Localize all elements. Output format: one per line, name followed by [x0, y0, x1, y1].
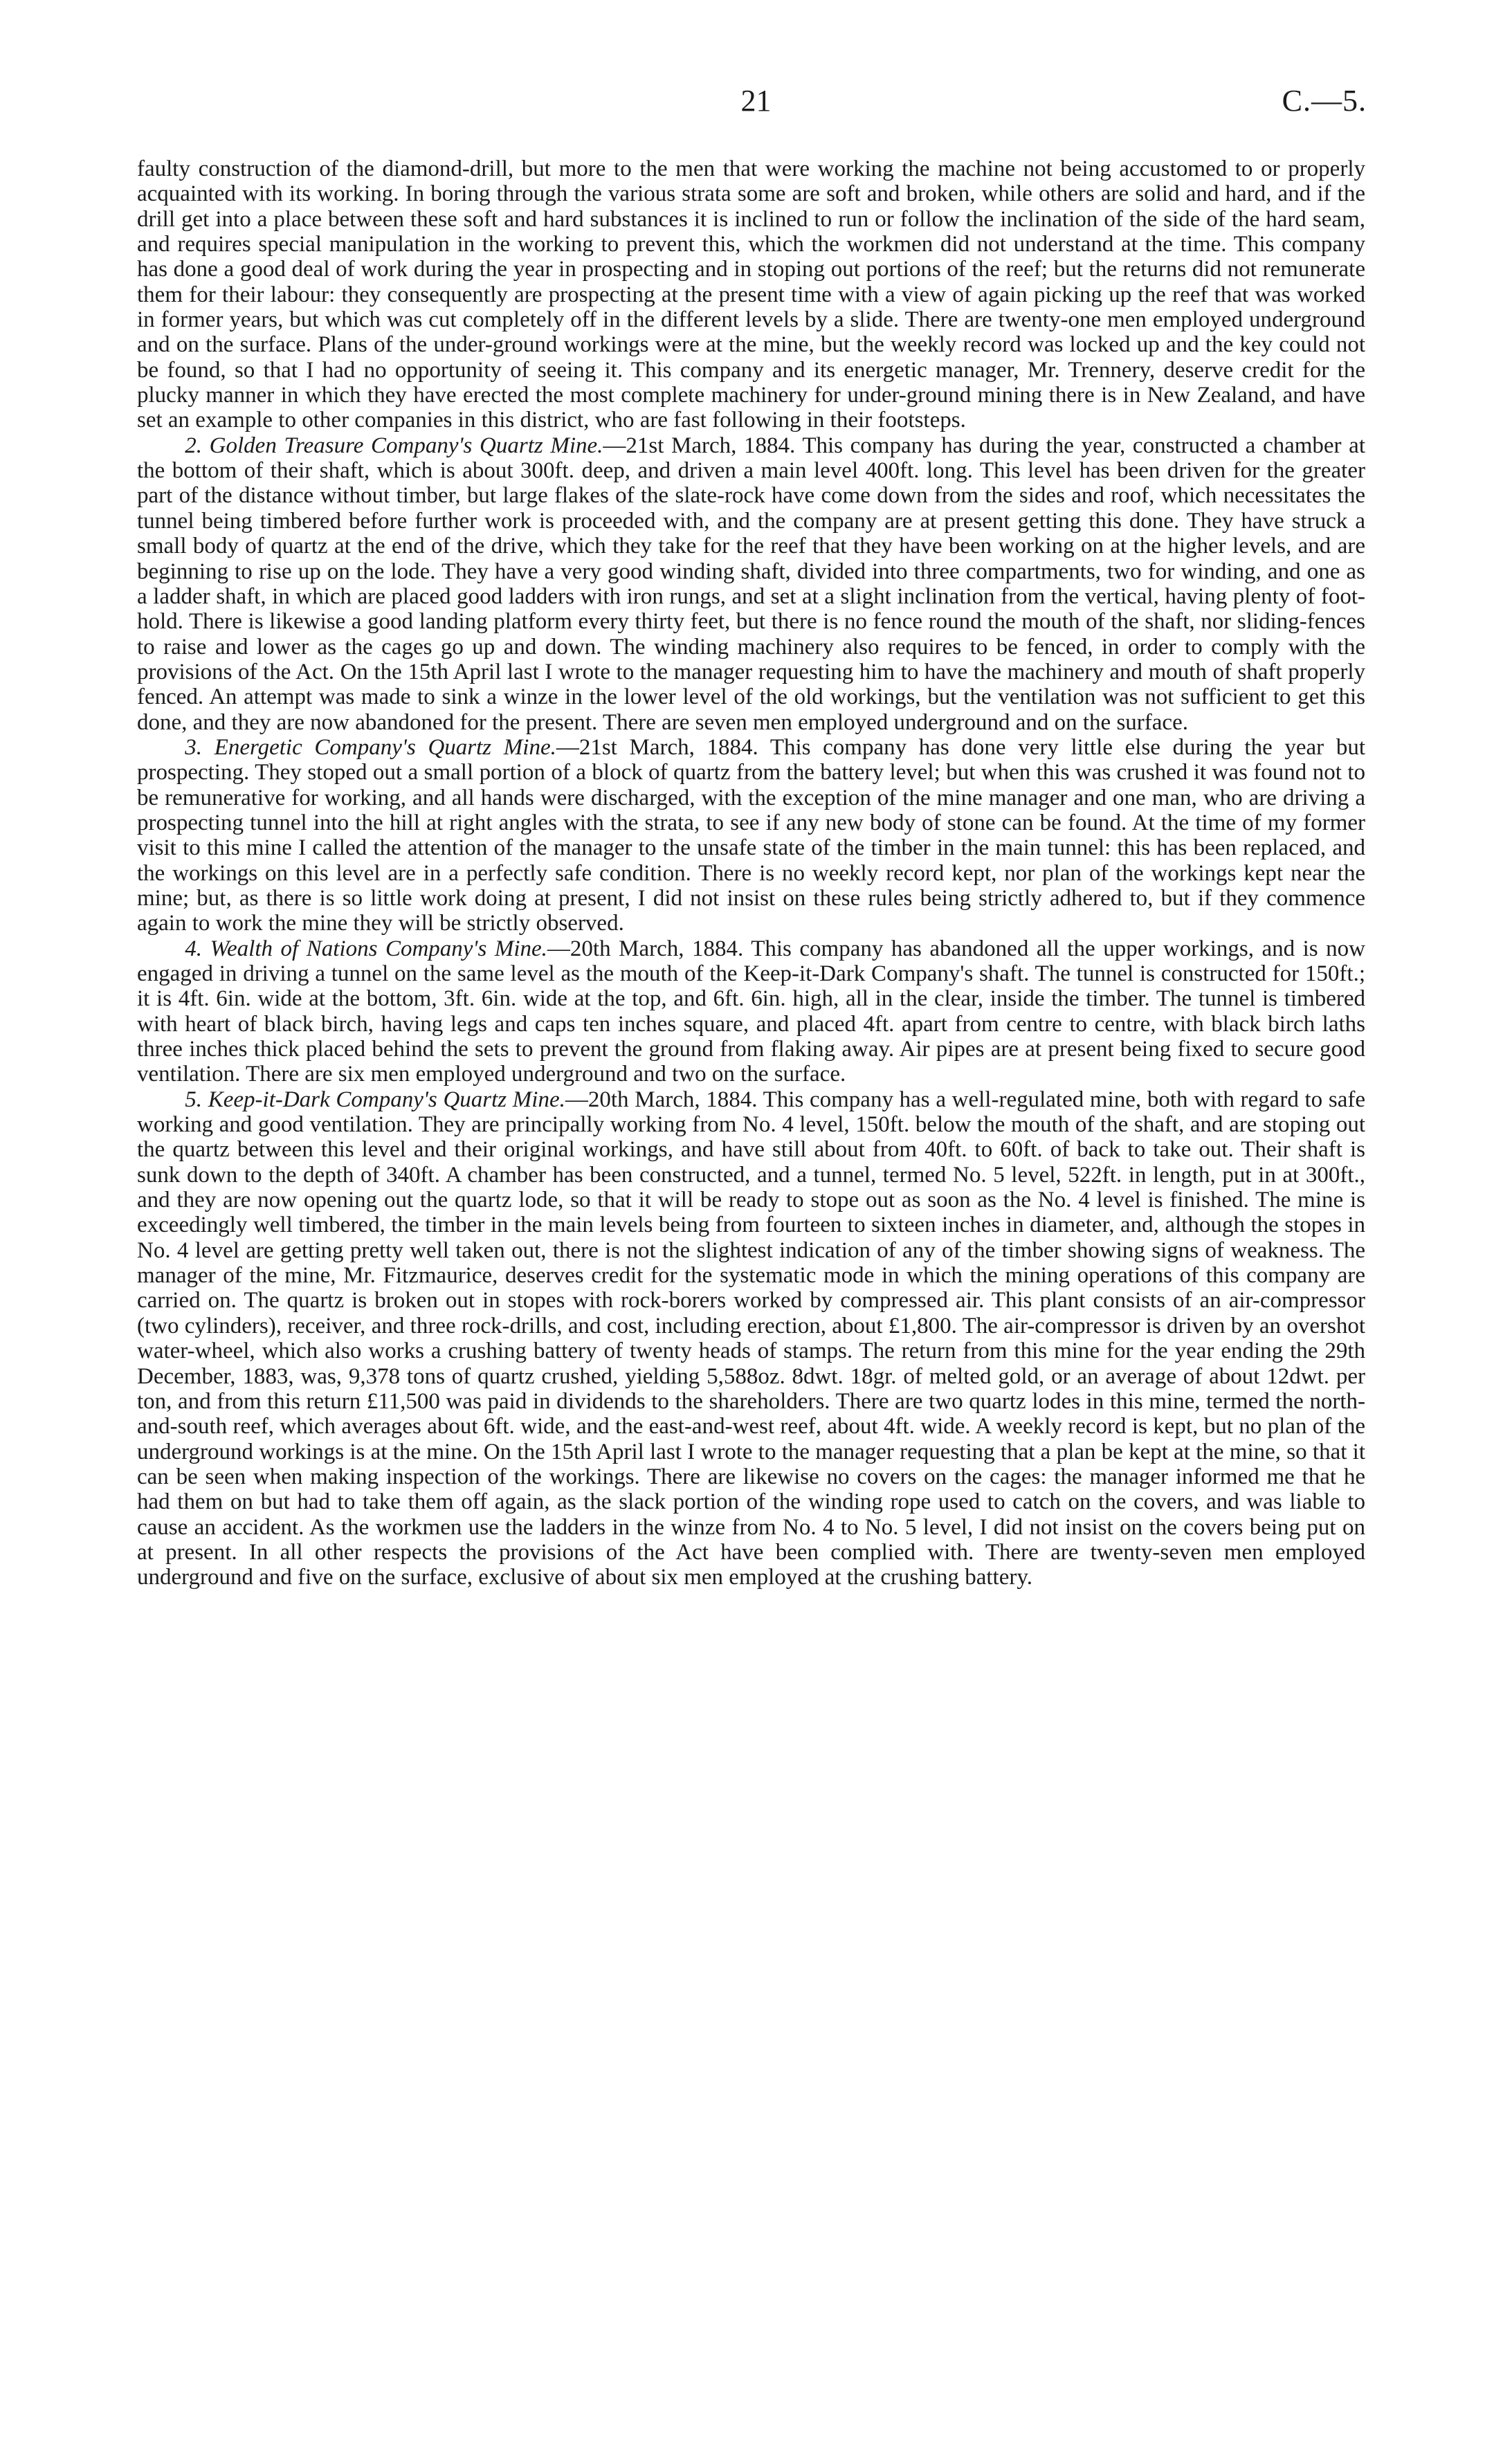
paragraph-text: —20th March, 1884. This company has a well-regulated mine, both with regard to safe working and good ventilation. They are principally working from No. 4 level, 150ft. below the mouth of the shaft, and are stoping out the quartz between this level and their original workings, and have still about from 40ft. to 60ft. of back to take out. Their shaft is sunk down to the depth of 340ft. A chamber has been constructed, and a tunnel, termed No. 5 level, 522ft. in length, put in at 300ft., and they are now opening out the quartz lode, so that it will be ready to stope out as soon as the No. 4 level is finished. The mine is exceedingly well timbered, the timber in the main levels being from fourteen to sixteen inches in diameter, and, although the stopes in No. 4 level are getting pretty well taken out, there is not the slightest indication of any of the timber showing signs of weakness. The manager of the mine, Mr. Fitzmaurice, deserves credit for the systematic mode in which the mining operations of this company are carried on. The quartz is broken out in stopes with rock-borers worked by compressed air. This plant consists of an air-compressor (two cylinders), receiver, and three rock-drills, and cost, including erection, about £1,800. The air-compressor is driven by an overshot water-wheel, which also works a crushing battery of twenty heads of stamps. The return from this mine for the year ending the 29th December, 1883, was, 9,378 tons of quartz crushed, yielding 5,588oz. 8dwt. 18gr. of melted gold, or an average of about 12dwt. per ton, and from this return £11,500 was paid in dividends to the shareholders. There are two quartz lodes in this mine, termed the north-and-south reef, which averages about 6ft. wide, and the east-and-west reef, about 4ft. wide. A weekly record is kept, but no plan of the underground workings is at the mine. On the 15th April last I wrote to the manager requesting that a plan be kept at the mine, so that it can be seen when making inspection of the workings. There are likewise no covers on the cages: the manager informed me that he had them on but had to take them off again, as the slack portion of the winding rope used to catch on the covers, and was liable to cause an accident. As the workmen use the ladders in the winze from No. 4 to No. 5 level, I did not insist on the covers being put on at present. In all other respects the provisions of the Act have been complied with. There are twenty-seven men employed underground and five on the surface, exclusive of about six men employed at the crushing battery.	[137, 1087, 1365, 1590]
paragraph-keep-it-dark	[137, 1087, 1365, 1590]
paragraph-text: —20th March, 1884. This company has abandoned all the upper workings, and is now engaged in driving a tunnel on the same level as the mouth of the Keep-it-Dark Company's shaft. The tunnel is constructed for 150ft.; it is 4ft. 6in. wide at the bottom, 3ft. 6in. wide at the top, and 6ft. 6in. high, all in the clear, inside the timber. The tunnel is timbered with heart of black birch, having legs and caps ten inches square, and placed 4ft. apart from centre to centre, with black birch laths three inches thick placed behind the sets to prevent the ground from flaking away. Air pipes are at present being fixed to secure good ventilation. There are six men employed underground and two on the surface.	[137, 936, 1366, 1087]
mine-heading: 4. Wealth of Nations Company's Mine.	[185, 936, 547, 961]
document-reference: C.—5.	[1282, 84, 1367, 118]
paragraph-wealth-of-nations	[137, 936, 1365, 1087]
page-number: 21	[740, 84, 772, 118]
report-body	[137, 156, 1365, 1590]
page-header	[0, 83, 1512, 125]
mine-heading: 3. Energetic Company's Quartz Mine.	[185, 734, 556, 760]
paragraph-continuation	[137, 156, 1365, 433]
paragraph-energetic	[137, 735, 1365, 936]
paragraph-text: faulty construction of the diamond-drill, but more to the men that were working the machine not being accustomed to or properly acquainted with its working. In boring through the various strata some are soft and broken, while others are solid and hard, and if the drill get into a place between these soft and hard substances it is inclined to run or follow the inclination of the side of the hard seam, and requires special manipulation in the working to prevent this, which the workmen did not understand at the time. This company has done a good deal of work during the year in prospecting and in stoping out portions of the reef; but the returns did not remunerate them for their labour: they consequently are prospecting at the present time with a view of again picking up the reef that was worked in former years, but which was cut completely off in the different levels by a slide. There are twenty-one men employed underground and on the surface. Plans of the under-ground workings were at the mine, but the weekly record was locked up and the key could not be found, so that I had no opportunity of seeing it. This company and its energetic manager, Mr. Trennery, deserve credit for the plucky manner in which they have erected the most complete machinery for under-ground mining there is in New Zealand, and have set an example to other companies in this district, who are fast following in their footsteps.	[137, 156, 1365, 433]
paragraph-text: —21st March, 1884. This company has done very little else during the year but prospecting. They stoped out a small portion of a block of quartz from the battery level; but when this was crushed it was found not to be remunerative for working, and all hands were discharged, with the exception of the mine manager and one man, who are driving a prospecting tunnel into the hill at right angles with the strata, to see if any new body of stone can be found. At the time of my former visit to this mine I called the attention of the manager to the unsafe state of the timber in the main tunnel: this has been replaced, and the workings on this level are in a perfectly safe condition. There is no weekly record kept, nor plan of the workings kept near the mine; but, as there is so little work doing at present, I did not insist on these rules being strictly adhered to, but if they commence again to work the mine they will be strictly observed.	[137, 734, 1365, 936]
paragraph-text: —21st March, 1884. This company has during the year, constructed a chamber at the bottom of their shaft, which is about 300ft. deep, and driven a main level 400ft. long. This level has been driven for the greater part of the distance without timber, but large flakes of the slate-rock have come down from the sides and roof, which necessitates the tunnel being timbered before further work is proceeded with, and the company are at present getting this done. They have struck a small body of quartz at the end of the drive, which they take for the reef that they have been working on at the higher levels, and are beginning to rise up on the lode. They have a very good winding shaft, divided into three compartments, two for winding, and one as a ladder shaft, in which are placed good ladders with iron rungs, and set at a slight inclination from the vertical, having plenty of foot-hold. There is likewise a good landing platform every thirty feet, but there is no fence round the mouth of the shaft, nor sliding-fences to raise and lower as the cages go up and down. The winding machinery also requires to be fenced, in order to comply with the provisions of the Act. On the 15th April last I wrote to the manager requesting him to have the machinery and mouth of shaft properly fenced. An attempt was made to sink a winze in the lower level of the old workings, but the ventilation was not sufficient to get this done, and they are now abandoned for the present. There are seven men employed underground and on the surface.	[137, 433, 1365, 735]
paragraph-golden-treasure	[137, 433, 1365, 735]
mine-heading: 5. Keep-it-Dark Company's Quartz Mine.	[185, 1087, 565, 1112]
mine-heading: 2. Golden Treasure Company's Quartz Mine.	[185, 433, 603, 458]
